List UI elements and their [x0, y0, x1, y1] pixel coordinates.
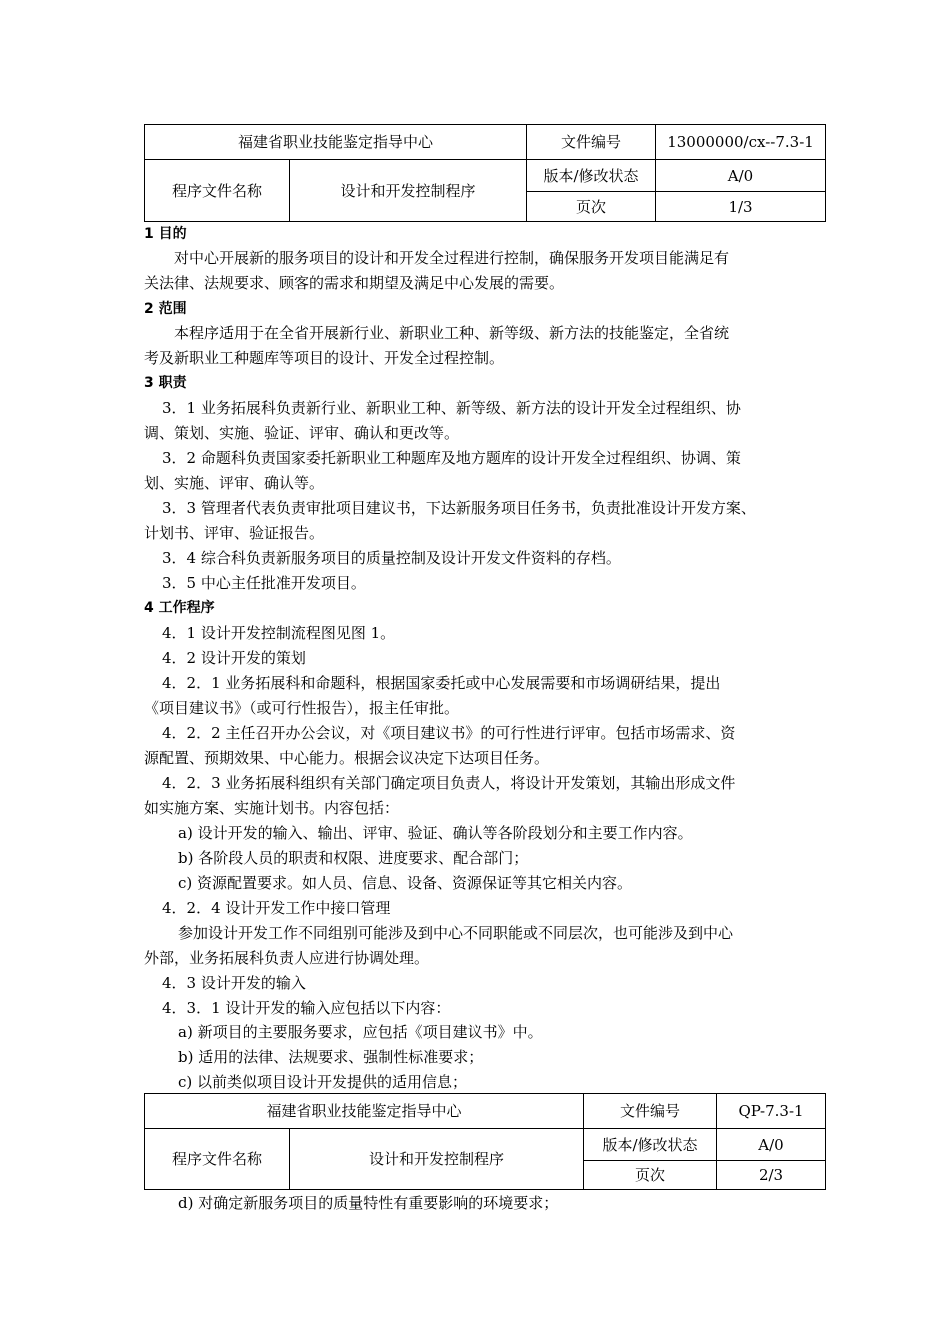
paragraph-line: 对中心开展新的服务项目的设计和开发全过程进行控制，确保服务开发项目能满足有	[174, 249, 730, 267]
version-label: 版本/修改状态	[527, 160, 656, 192]
paragraph-line: 4．1 设计开发控制流程图见图 1。	[162, 624, 396, 642]
paragraph-line: 源配置、预期效果、中心能力。根据会议决定下达项目任务。	[144, 749, 550, 767]
page-label: 页次	[584, 1161, 717, 1190]
doc-number: 13000000/cx--7.3-1	[656, 125, 826, 160]
paragraph-line: 考及新职业工种题库等项目的设计、开发全过程控制。	[144, 349, 505, 367]
paragraph-line: 调、策划、实施、验证、评审、确认和更改等。	[144, 424, 460, 442]
paragraph-line: 3．5 中心主任批准开发项目。	[162, 574, 366, 592]
paragraph-line: 如实施方案、实施计划书。内容包括：	[144, 799, 400, 817]
version-value: A/0	[717, 1129, 826, 1161]
list-item: d) 对确定新服务项目的质量特性有重要影响的环境要求；	[178, 1194, 559, 1212]
program-name: 设计和开发控制程序	[290, 160, 527, 222]
paragraph-line: 3．4 综合科负责新服务项目的质量控制及设计开发文件资料的存档。	[162, 549, 621, 567]
list-item: a) 新项目的主要服务要求，应包括《项目建议书》中。	[178, 1023, 543, 1041]
section-heading: 2 范围	[144, 301, 187, 317]
list-item: b) 各阶段人员的职责和权限、进度要求、配合部门；	[178, 849, 529, 867]
paragraph-line: 3．1 业务拓展科负责新行业、新职业工种、新等级、新方法的设计开发全过程组织、协	[162, 399, 741, 417]
page-label: 页次	[527, 192, 656, 222]
list-item: a) 设计开发的输入、输出、评审、验证、确认等各阶段划分和主要工作内容。	[178, 824, 693, 842]
paragraph-line: 参加设计开发工作不同组别可能涉及到中心不同职能或不同层次，也可能涉及到中心	[178, 924, 734, 942]
section-heading: 1 目的	[144, 226, 187, 242]
section-heading: 4 工作程序	[144, 600, 215, 616]
paragraph-line: 4．2．2 主任召开办公会议，对《项目建议书》的可行性进行评审。包括市场需求、资	[162, 724, 736, 742]
paragraph-line: 3．3 管理者代表负责审批项目建议书，下达新服务项目任务书，负责批准设计开发方案、	[162, 499, 756, 517]
org-name: 福建省职业技能鉴定指导中心	[145, 125, 527, 160]
paragraph-line: 划、实施、评审、确认等。	[144, 474, 325, 492]
program-name-label: 程序文件名称	[145, 1129, 290, 1190]
page-number: 2/3	[717, 1161, 826, 1190]
document-header-table	[144, 124, 826, 222]
paragraph-line: 4．3 设计开发的输入	[162, 974, 306, 992]
paragraph-line: 4．2．3 业务拓展科组织有关部门确定项目负责人，将设计开发策划，其输出形成文件	[162, 774, 736, 792]
doc-number: QP-7.3-1	[717, 1094, 826, 1129]
paragraph-line: 3．2 命题科负责国家委托新职业工种题库及地方题库的设计开发全过程组织、协调、策	[162, 449, 741, 467]
org-name: 福建省职业技能鉴定指导中心	[145, 1094, 584, 1129]
paragraph-line: 本程序适用于在全省开展新行业、新职业工种、新等级、新方法的技能鉴定，全省统	[174, 324, 730, 342]
program-name: 设计和开发控制程序	[290, 1129, 584, 1190]
document-header-table	[144, 1093, 826, 1190]
paragraph-line: 外部，业务拓展科负责人应进行协调处理。	[144, 949, 430, 967]
version-value: A/0	[656, 160, 826, 192]
paragraph-line: 4．2．1 业务拓展科和命题科，根据国家委托或中心发展需要和市场调研结果，提出	[162, 674, 721, 692]
list-item: b) 适用的法律、法规要求、强制性标准要求；	[178, 1048, 484, 1066]
doc-number-label: 文件编号	[527, 125, 656, 160]
version-label: 版本/修改状态	[584, 1129, 717, 1161]
paragraph-line: 关法律、法规要求、顾客的需求和期望及满足中心发展的需要。	[144, 274, 565, 292]
page-number: 1/3	[656, 192, 826, 222]
program-name-label: 程序文件名称	[145, 160, 290, 222]
paragraph-line: 4．2．4 设计开发工作中接口管理	[162, 899, 391, 917]
list-item: c) 资源配置要求。如人员、信息、设备、资源保证等其它相关内容。	[178, 874, 633, 892]
paragraph-line: 4．2 设计开发的策划	[162, 649, 306, 667]
paragraph-line: 计划书、评审、验证报告。	[144, 524, 325, 542]
paragraph-line: 4．3．1 设计开发的输入应包括以下内容：	[162, 999, 451, 1017]
doc-number-label: 文件编号	[584, 1094, 717, 1129]
paragraph-line: 《项目建议书》（或可行性报告），报主任审批。	[144, 699, 460, 717]
list-item: c) 以前类似项目设计开发提供的适用信息；	[178, 1073, 468, 1091]
section-heading: 3 职责	[144, 375, 187, 391]
